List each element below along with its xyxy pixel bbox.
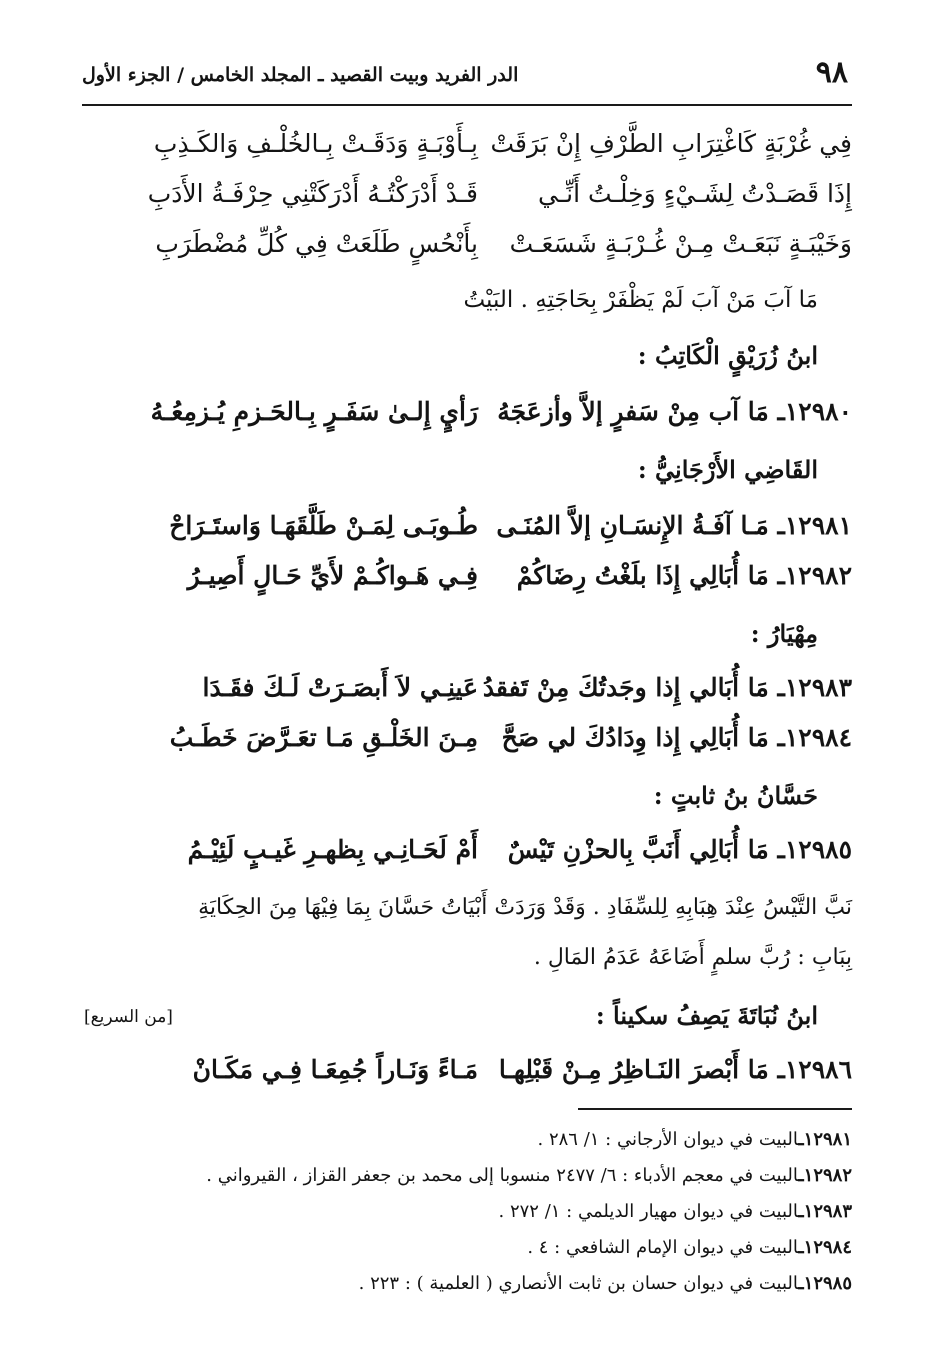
footnote-number: ١٢٩٨٥ـ	[798, 1273, 852, 1294]
verse-number: ١٢٩٨١ـ	[777, 511, 852, 540]
verse-row	[0, 824, 942, 884]
verse-second-hemistich: مِـنَ الخَلْـقِ مَـا تعَـرَّضَ خَطَـبُ	[169, 723, 478, 752]
footnote-number: ١٢٩٨٤ـ	[798, 1237, 852, 1258]
footnote-number: ١٢٩٨٣ـ	[798, 1201, 852, 1222]
verse-row	[0, 218, 942, 278]
verse-first-hemistich: وَخَيْبَـةٍ نَبَعَـتْ مِـنْ غُـرْبَـةٍ شَسَعَـتْ	[509, 229, 852, 258]
verse-first-text: مَا أُبَالِي إِذا وِدَادُكَ لي صَحَّ	[501, 723, 769, 752]
meter-label: [من السريع]	[84, 1007, 173, 1027]
footnote-text: البيت في ديوان حسان بن ثابت الأنصاري ( العلمية ) : ٢٢٣ .	[358, 1273, 799, 1294]
verse-first-text: مَا أُبَالِي إِذَا بلَغْتُ رِضَاكُمْ	[516, 561, 769, 590]
verse-first-hemistich	[492, 500, 852, 552]
verse-number: ١٢٩٨٦ـ	[777, 1055, 852, 1084]
footnote	[72, 1122, 852, 1158]
footnote-text: البيت في ديوان الأرجاني : ١/ ٢٨٦ .	[537, 1129, 799, 1150]
commentary-line-1: نَبَّ التَّيْسُ عِنْدَ هِبَابِهِ لِلسِّفَادِ . وَقَدْ وَرَدَتْ أَبْيَاتُ حَسَّانَ بِمَا فِيْهَا مِنَ الحِكَايَةِ	[198, 895, 852, 920]
page-header	[82, 52, 852, 92]
footnote-text: البيت في ديوان مهيار الديلمي : ١/ ٢٧٢ .	[498, 1201, 799, 1222]
verse-second-hemistich: بِأَنْحُسٍ طَلَعَتْ فِي كُلِّ مُضْطَرَبِ	[155, 229, 478, 258]
verse-first-hemistich	[492, 1044, 852, 1096]
footnote-text: البيت في معجم الأدباء : ٦/ ٢٤٧٧ منسوبا إلى محمد بن جعفر القزاز ، القيرواني .	[206, 1165, 799, 1186]
verse-second-hemistich: عَينِـي لاَ أَبصَـرَتْ لَـكَ فقَـدَا	[202, 673, 478, 702]
poet-heading: مِهْيَارُ :	[750, 619, 818, 648]
verse-second-hemistich: طُـوبَـى لِمَـنْ طَلَّقَهَـا وَاستَـرَاحْ	[169, 511, 478, 540]
verse-first-text: مَا أُبَالِي أَنَبَّ بِالحزْنِ تَيْسٌ	[507, 835, 769, 864]
verse-number: ١٢٩٨٤ـ	[777, 723, 852, 752]
verse-first-hemistich: فِي غُرْبَةٍ كَاغْتِرَابِ الطَّرْفِ إِنْ بَرَقَتْ	[490, 129, 852, 158]
verse-number: ١٢٩٨٢ـ	[777, 561, 852, 590]
footnote	[72, 1158, 852, 1194]
verse-second-hemistich: مَـاءً وَنَـاراً جُمِعَـا فِـي مَكَـانْ	[192, 1055, 478, 1084]
verse-first-hemistich	[492, 712, 852, 764]
verse-second-hemistich: رَأيٍ إِلـىٰ سَفَـرٍ بِـالحَـزمِ يُـزمِعُـهُ	[150, 397, 478, 426]
verse-row	[0, 386, 942, 446]
footnote-number: ١٢٩٨٢ـ	[798, 1165, 852, 1186]
verse-second-hemistich: قَـدْ أَدْرَكْتُـهُ أَدْرَكَتْنِي حِرْفَـةُ الأَدَبِ	[147, 179, 478, 208]
proverb-line: مَا آبَ مَنْ آبَ لَمْ يَظْفَرْ بِحَاجَتِهِ . البَيْتُ	[463, 287, 818, 313]
verse-number: ١٢٩٨٠ـ	[777, 397, 852, 426]
verse-first-hemistich	[492, 824, 852, 876]
poet-heading: حَسَّانُ بنُ ثابتٍ :	[653, 781, 818, 810]
verse-first-hemistich: إِذَا قَصَـدْتُ لِشَـيْءٍ وَخِلْـتُ أَنِّـي	[537, 179, 852, 208]
page-number: ٩٨	[815, 55, 848, 90]
verse-row	[0, 712, 942, 772]
header-rule	[82, 104, 852, 106]
footnote-number: ١٢٩٨١ـ	[798, 1129, 852, 1150]
verse-first-text: مَا أَبْصرَ النَـاظِرُ مِـنْ قَبْلِهـا	[498, 1055, 769, 1084]
footnotes	[72, 1122, 852, 1302]
footnote-text: البيت في ديوان الإمام الشافعي : ٤ .	[527, 1237, 799, 1258]
verse-number: ١٢٩٨٥ـ	[777, 835, 852, 864]
verse-first-hemistich	[492, 550, 852, 602]
verse-row	[0, 1044, 942, 1104]
verse-first-hemistich	[492, 386, 852, 438]
footnote	[72, 1230, 852, 1266]
verse-second-hemistich: أَمْ لَحَـانِـي بِظهـرِ غَيـبٍ لَئِيْـمُ	[187, 835, 478, 864]
footnote	[72, 1266, 852, 1302]
verse-first-text: مَا آب مِنْ سَفرٍ إلاَّ وأزعَجَهُ	[497, 397, 769, 426]
verse-second-hemistich: فِـي هَـواكُـمْ لأَيِّ حَـالٍ أَصِيـرُ	[187, 561, 478, 590]
verse-first-text: مَـا آفَـةُ الإِنسَـانِ إلاَّ المُنَـى	[496, 511, 769, 540]
verse-row	[0, 550, 942, 610]
verse-first-text: مَا أُبَالي إِذا وجَدتُكَ مِنْ تَفقدُ	[482, 673, 769, 702]
running-title: الدر الفريد وبيت القصيد ـ المجلد الخامس / الجزء الأول	[82, 64, 519, 86]
verse-number: ١٢٩٨٣ـ	[777, 673, 852, 702]
poet-heading: ابنُ نُبَاتَةَ يَصِفُ سكيناً :	[595, 1001, 818, 1030]
commentary-line-2: بِبَابِ : رُبَّ سلمٍ أَضَاعَهُ عَدَمُ المَالِ .	[533, 945, 852, 970]
verse-first-hemistich	[482, 662, 852, 714]
footnote-rule	[578, 1108, 852, 1110]
verse-second-hemistich: بِـأَوْبَـةٍ وَدَقَـتْ بِـالخُلْـفِ وَالكَـذِبِ	[153, 129, 478, 158]
poet-heading: ابنُ زُرَيْقٍ الْكَاتِبُ :	[637, 341, 818, 370]
footnote	[72, 1194, 852, 1230]
poet-heading: القَاضِي الأَرْجَانِيُّ :	[637, 455, 818, 484]
